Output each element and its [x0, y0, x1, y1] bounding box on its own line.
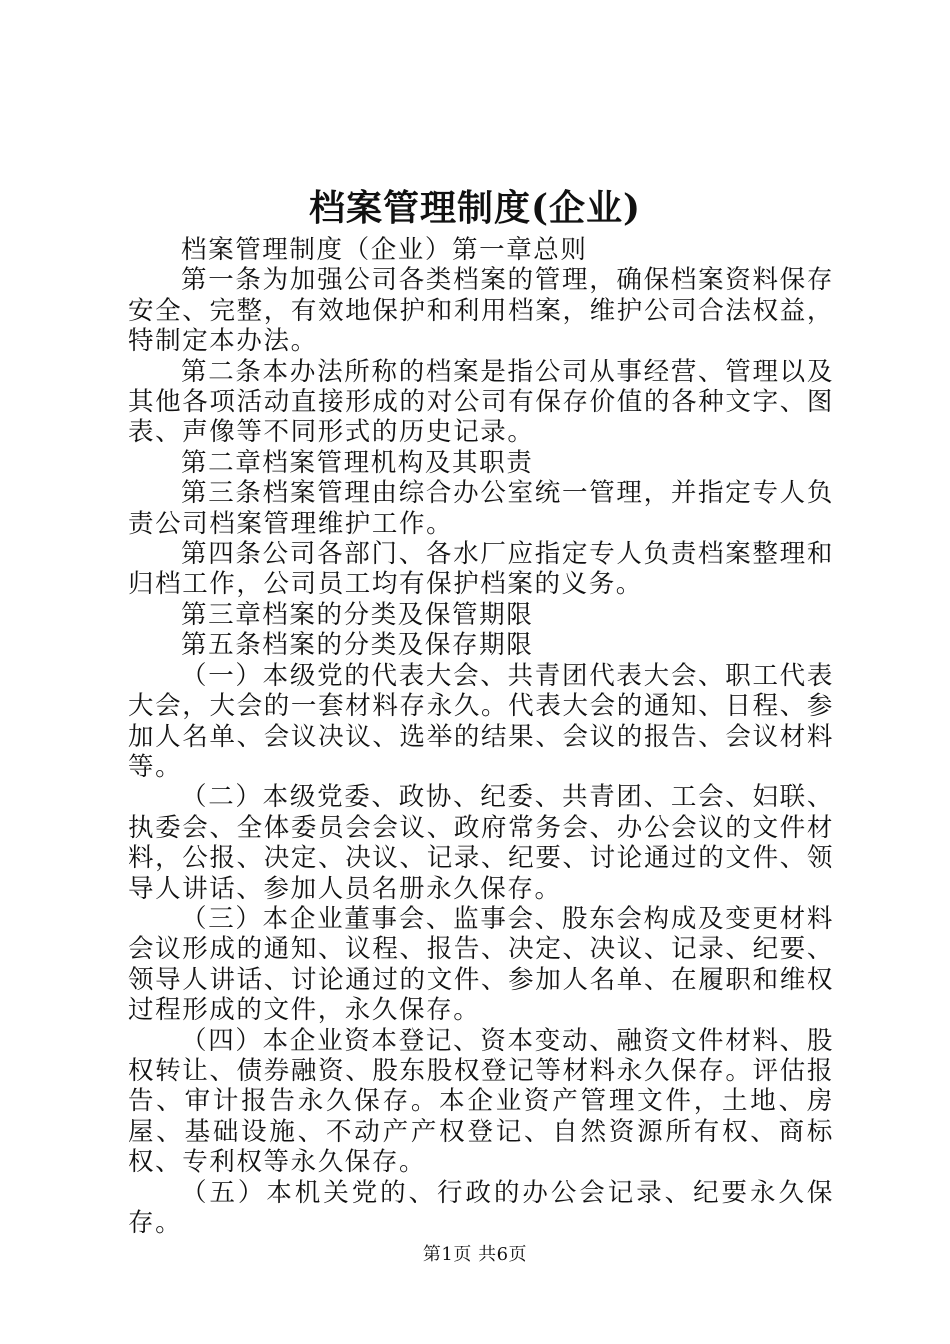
item-5: （五）本机关党的、行政的办公会记录、纪要永久保存。: [128, 1177, 834, 1238]
document-title: 档案管理制度(企业): [308, 187, 642, 229]
chapter-2-heading: 第二章档案管理机构及其职责: [181, 447, 534, 478]
article-2: 第二条本办法所称的档案是指公司从事经营、管理以及其他各项活动直接形成的对公司有保存价值的各种文字、图表、声像等不同形式的历史记录。: [128, 356, 834, 448]
page-number-footer: 第1页 共6页: [422, 1244, 528, 1265]
item-2: （二）本级党委、政协、纪委、共青团、工会、妇联、执委会、全体委员会会议、政府常务会、办公会议的文件材料，公报、决定、决议、记录、纪要、讨论通过的文件、领导人讲话、参加人员名册永久保存。: [128, 782, 834, 904]
article-4: 第四条公司各部门、各水厂应指定专人负责档案整理和归档工作，公司员工均有保护档案的义务。: [128, 539, 834, 600]
article-1: 第一条为加强公司各类档案的管理，确保档案资料保存安全、完整，有效地保护和利用档案，维护公司合法权益，特制定本办法。: [128, 265, 834, 357]
item-1: （一）本级党的代表大会、共青团代表大会、职工代表大会，大会的一套材料存永久。代表大会的通知、日程、参加人名单、会议决议、选举的结果、会议的报告、会议材料等。: [128, 660, 834, 782]
chapter-3-heading: 第三章档案的分类及保管期限: [181, 599, 534, 630]
item-3: （三）本企业董事会、监事会、股东会构成及变更材料会议形成的通知、议程、报告、决定、决议、记录、纪要、领导人讲话、讨论通过的文件、参加人名单、在履职和维权过程形成的文件，永久保存。: [128, 903, 834, 1026]
article-5: 第五条档案的分类及保存期限: [181, 630, 534, 661]
chapter-1-heading: 档案管理制度（企业）第一章总则: [181, 235, 588, 265]
article-3: 第三条档案管理由综合办公室统一管理，并指定专人负责公司档案管理维护工作。: [128, 478, 834, 539]
item-4: （四）本企业资本登记、资本变动、融资文件材料、股权转让、债券融资、股东股权登记等材料永久保存。评估报告、审计报告永久保存。本企业资产管理文件，土地、房屋、基础设施、不动产产权登记、自然资源所有权、商标权、专利权等永久保存。: [128, 1025, 834, 1178]
document-body: [128, 235, 834, 1238]
